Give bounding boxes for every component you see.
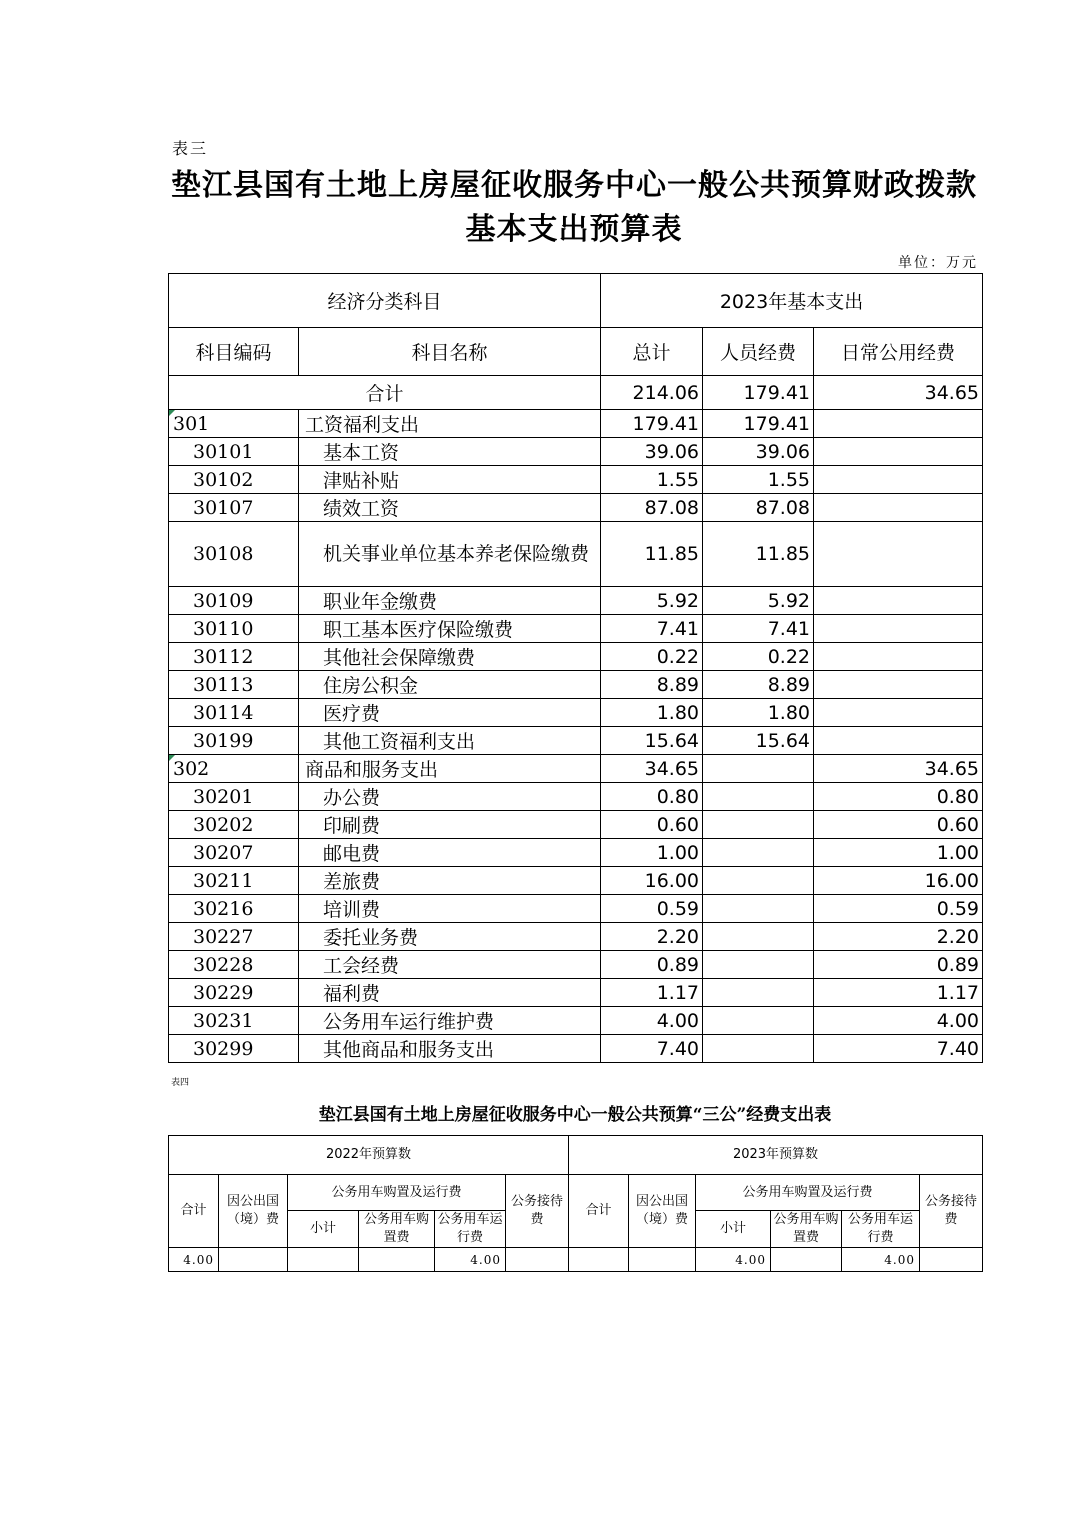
v23-total <box>569 1248 629 1272</box>
row-code: 30113 <box>169 671 299 699</box>
row-personnel: 179.41 <box>703 410 814 438</box>
row-total: 4.00 <box>601 1007 703 1035</box>
row-personnel: 1.55 <box>703 466 814 494</box>
total-personnel: 179.41 <box>703 376 814 410</box>
row-public: 4.00 <box>814 1007 983 1035</box>
v23-vehicle-operation: 4.00 <box>842 1248 920 1272</box>
row-code: 302 <box>169 755 299 783</box>
row-total: 15.64 <box>601 727 703 755</box>
row-total: 1.00 <box>601 839 703 867</box>
table-row <box>169 951 983 979</box>
header-personnel: 人员经费 <box>703 328 814 376</box>
row-code: 30299 <box>169 1035 299 1063</box>
row-name: 商品和服务支出 <box>299 755 601 783</box>
row-public <box>814 438 983 466</box>
row-total: 7.40 <box>601 1035 703 1063</box>
table-row <box>169 867 983 895</box>
h22-vehicle-purchase: 公务用车购置费 <box>359 1211 435 1248</box>
row-name: 其他商品和服务支出 <box>299 1035 601 1063</box>
row-total: 39.06 <box>601 438 703 466</box>
header-code: 科目编码 <box>169 328 299 376</box>
basic-expenditure-table <box>168 273 983 1063</box>
row-public: 34.65 <box>814 755 983 783</box>
row-personnel: 15.64 <box>703 727 814 755</box>
v23-abroad <box>629 1248 696 1272</box>
row-personnel: 8.89 <box>703 671 814 699</box>
row-code: 301 <box>169 410 299 438</box>
table-row <box>169 643 983 671</box>
table3-label: 表三 <box>172 139 209 158</box>
row-code: 30227 <box>169 923 299 951</box>
row-public: 0.89 <box>814 951 983 979</box>
row-code: 30112 <box>169 643 299 671</box>
row-public <box>814 494 983 522</box>
row-code: 30229 <box>169 979 299 1007</box>
row-name: 职工基本医疗保险缴费 <box>299 615 601 643</box>
table-row <box>169 727 983 755</box>
row-total: 11.85 <box>601 522 703 587</box>
table4-label: 表四 <box>171 1078 190 1088</box>
row-total: 1.55 <box>601 466 703 494</box>
row-public <box>814 671 983 699</box>
row-personnel: 0.22 <box>703 643 814 671</box>
row-public <box>814 643 983 671</box>
v23-reception <box>920 1248 983 1272</box>
row-code: 30109 <box>169 587 299 615</box>
total-label: 合计 <box>169 376 601 410</box>
row-name: 职业年金缴费 <box>299 587 601 615</box>
table-row <box>169 923 983 951</box>
three-public-expenses-table <box>168 1135 983 1272</box>
row-total: 0.59 <box>601 895 703 923</box>
table-row <box>169 979 983 1007</box>
row-name: 医疗费 <box>299 699 601 727</box>
row-personnel <box>703 895 814 923</box>
row-total: 0.80 <box>601 783 703 811</box>
row-public <box>814 466 983 494</box>
row-personnel: 39.06 <box>703 438 814 466</box>
row-name: 邮电费 <box>299 839 601 867</box>
row-public: 7.40 <box>814 1035 983 1063</box>
cell-marker-icon <box>169 410 175 416</box>
h22-subtotal: 小计 <box>288 1211 359 1248</box>
header-budget-2023: 2023年预算数 <box>569 1136 983 1175</box>
row-total: 1.17 <box>601 979 703 1007</box>
table-row <box>169 1035 983 1063</box>
row-code: 30108 <box>169 522 299 587</box>
v22-total: 4.00 <box>169 1248 219 1272</box>
h23-total: 合计 <box>569 1175 629 1248</box>
v23-subtotal: 4.00 <box>696 1248 771 1272</box>
h22-reception: 公务接待费 <box>506 1175 569 1248</box>
h23-vehicle: 公务用车购置及运行费 <box>696 1175 920 1211</box>
row-name: 培训费 <box>299 895 601 923</box>
row-public <box>814 587 983 615</box>
row-personnel <box>703 923 814 951</box>
v22-vehicle-operation: 4.00 <box>435 1248 506 1272</box>
h22-vehicle-operation: 公务用车运行费 <box>435 1211 506 1248</box>
table-row <box>169 783 983 811</box>
row-public: 1.00 <box>814 839 983 867</box>
row-public: 16.00 <box>814 867 983 895</box>
table-row <box>169 755 983 783</box>
v23-vehicle-purchase <box>771 1248 842 1272</box>
v22-vehicle-purchase <box>359 1248 435 1272</box>
table-row <box>169 699 983 727</box>
table-row <box>169 410 983 438</box>
header-name: 科目名称 <box>299 328 601 376</box>
row-code: 30211 <box>169 867 299 895</box>
row-code: 30216 <box>169 895 299 923</box>
total-public: 34.65 <box>814 376 983 410</box>
row-name: 绩效工资 <box>299 494 601 522</box>
row-total: 0.89 <box>601 951 703 979</box>
row-name: 其他社会保障缴费 <box>299 643 601 671</box>
table-row <box>169 522 983 587</box>
v22-reception <box>506 1248 569 1272</box>
h23-abroad: 因公出国（境）费 <box>629 1175 696 1248</box>
table-row <box>169 494 983 522</box>
row-personnel: 5.92 <box>703 587 814 615</box>
row-total: 0.22 <box>601 643 703 671</box>
row-public <box>814 727 983 755</box>
h22-vehicle: 公务用车购置及运行费 <box>288 1175 506 1211</box>
row-name: 办公费 <box>299 783 601 811</box>
row-personnel <box>703 839 814 867</box>
total-total: 214.06 <box>601 376 703 410</box>
header-budget-2022: 2022年预算数 <box>169 1136 569 1175</box>
row-code: 30199 <box>169 727 299 755</box>
table-row <box>169 587 983 615</box>
header-basic-2023: 2023年基本支出 <box>601 274 983 328</box>
row-total: 179.41 <box>601 410 703 438</box>
row-total: 0.60 <box>601 811 703 839</box>
table-row <box>169 839 983 867</box>
table-row <box>169 438 983 466</box>
row-total: 2.20 <box>601 923 703 951</box>
row-personnel <box>703 867 814 895</box>
v22-subtotal <box>288 1248 359 1272</box>
row-code: 30207 <box>169 839 299 867</box>
row-code: 30202 <box>169 811 299 839</box>
row-name: 委托业务费 <box>299 923 601 951</box>
row-personnel <box>703 783 814 811</box>
table4-value-row <box>169 1248 983 1272</box>
row-name: 津贴补贴 <box>299 466 601 494</box>
table-row <box>169 1007 983 1035</box>
row-personnel <box>703 1035 814 1063</box>
total-row <box>169 376 983 410</box>
table-row <box>169 895 983 923</box>
row-personnel: 7.41 <box>703 615 814 643</box>
row-name: 工资福利支出 <box>299 410 601 438</box>
row-name: 机关事业单位基本养老保险缴费 <box>299 522 601 587</box>
h22-total: 合计 <box>169 1175 219 1248</box>
row-code: 30101 <box>169 438 299 466</box>
unit-label: 单位：万元 <box>898 255 978 271</box>
row-personnel <box>703 1007 814 1035</box>
row-name: 其他工资福利支出 <box>299 727 601 755</box>
row-public: 0.80 <box>814 783 983 811</box>
row-public <box>814 410 983 438</box>
row-total: 8.89 <box>601 671 703 699</box>
row-total: 87.08 <box>601 494 703 522</box>
row-code: 30114 <box>169 699 299 727</box>
header-public: 日常公用经费 <box>814 328 983 376</box>
row-personnel <box>703 811 814 839</box>
table3-title: 垫江县国有土地上房屋征收服务中心一般公共预算财政拨款基本支出预算表 <box>171 168 977 247</box>
row-code: 30102 <box>169 466 299 494</box>
h23-subtotal: 小计 <box>696 1211 771 1248</box>
table-row <box>169 811 983 839</box>
row-code: 30110 <box>169 615 299 643</box>
row-public: 1.17 <box>814 979 983 1007</box>
row-name: 工会经费 <box>299 951 601 979</box>
h23-reception: 公务接待费 <box>920 1175 983 1248</box>
row-personnel <box>703 755 814 783</box>
row-code: 30228 <box>169 951 299 979</box>
table-row <box>169 615 983 643</box>
row-code: 30201 <box>169 783 299 811</box>
row-code: 30231 <box>169 1007 299 1035</box>
header-total: 总计 <box>601 328 703 376</box>
row-total: 34.65 <box>601 755 703 783</box>
row-public <box>814 615 983 643</box>
table4-title: 垫江县国有土地上房屋征收服务中心一般公共预算“三公”经费支出表 <box>318 1105 832 1125</box>
row-public: 0.60 <box>814 811 983 839</box>
row-name: 住房公积金 <box>299 671 601 699</box>
row-total: 16.00 <box>601 867 703 895</box>
row-name: 公务用车运行维护费 <box>299 1007 601 1035</box>
row-total: 7.41 <box>601 615 703 643</box>
header-econ-category: 经济分类科目 <box>169 274 601 328</box>
row-name: 差旅费 <box>299 867 601 895</box>
row-personnel: 87.08 <box>703 494 814 522</box>
row-public <box>814 699 983 727</box>
row-code: 30107 <box>169 494 299 522</box>
h23-vehicle-operation: 公务用车运行费 <box>842 1211 920 1248</box>
row-public: 0.59 <box>814 895 983 923</box>
row-name: 福利费 <box>299 979 601 1007</box>
row-personnel <box>703 979 814 1007</box>
row-total: 5.92 <box>601 587 703 615</box>
h23-vehicle-purchase: 公务用车购置费 <box>771 1211 842 1248</box>
row-public: 2.20 <box>814 923 983 951</box>
row-public <box>814 522 983 587</box>
row-name: 基本工资 <box>299 438 601 466</box>
row-personnel: 11.85 <box>703 522 814 587</box>
cell-marker-icon <box>169 755 175 761</box>
v22-abroad <box>219 1248 288 1272</box>
row-name: 印刷费 <box>299 811 601 839</box>
row-total: 1.80 <box>601 699 703 727</box>
table-row <box>169 671 983 699</box>
row-personnel <box>703 951 814 979</box>
h22-abroad: 因公出国（境）费 <box>219 1175 288 1248</box>
table-row <box>169 466 983 494</box>
row-personnel: 1.80 <box>703 699 814 727</box>
